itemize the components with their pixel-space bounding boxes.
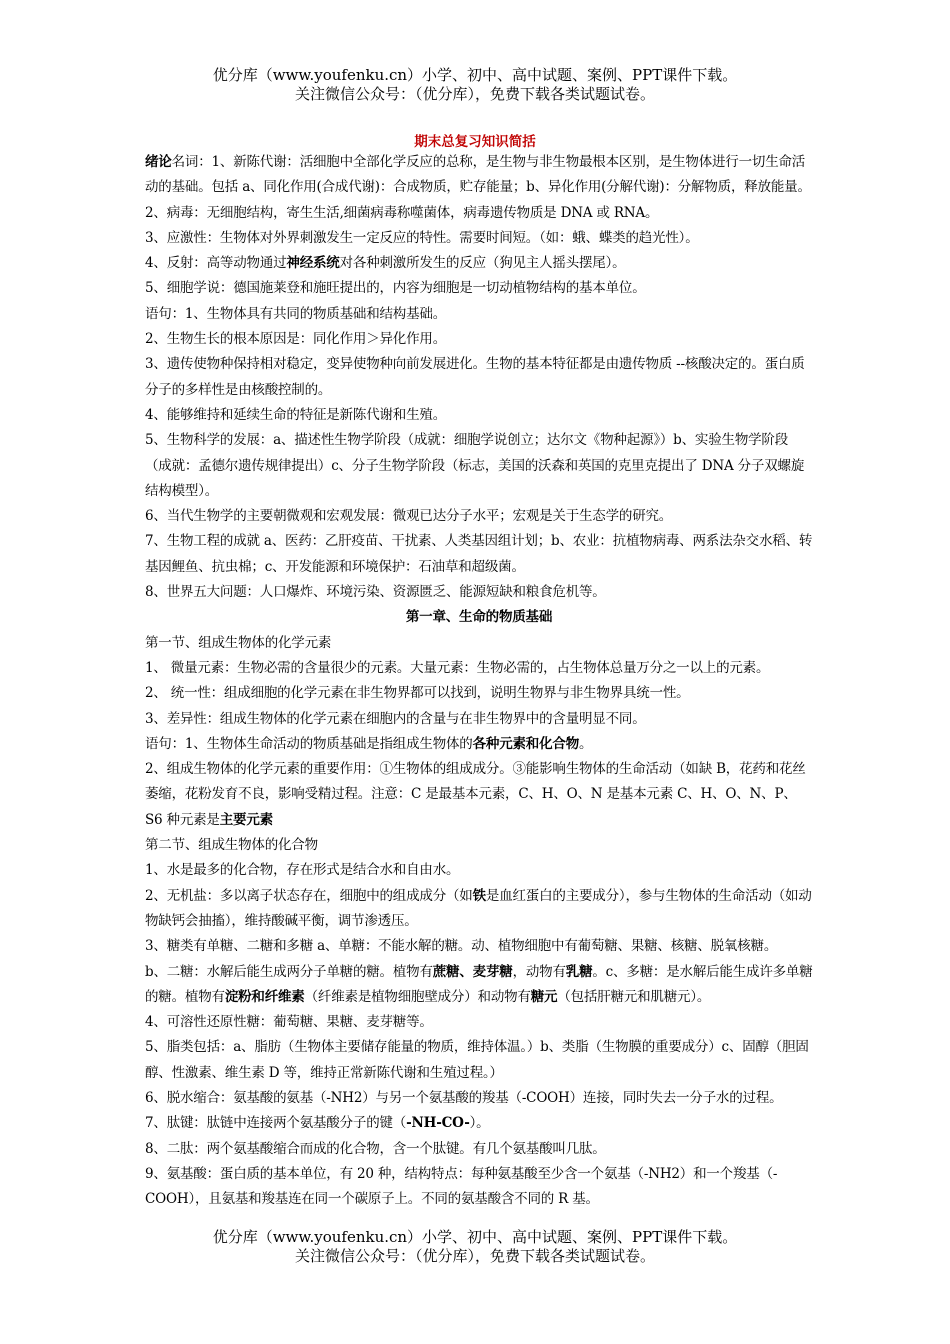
paragraph: 7、生物工程的成就 a、医药：乙肝疫苗、干扰素、人类基因组计划；b、农业：抗植物病毒、两系法杂交水稻、转基因鲤鱼、抗虫棉；c、开发能源和环境保护：石油草和超级菌。: [145, 533, 813, 575]
paragraph: 8、世界五大问题：人口爆炸、环境污染、资源匮乏、能源短缺和粮食危机等。: [145, 584, 606, 601]
header-line-2: 关注微信公众号：（优分库），免费下载各类试题试卷。: [294, 85, 655, 103]
paragraph: 7、肽键：肽链中连接两个氨基酸分子的键（-NH-CO-）。: [145, 1115, 490, 1132]
document-title: 期末总复习知识简括: [414, 134, 536, 150]
paragraph: 2、 统一性：组成细胞的化学元素在非生物界都可以找到，说明生物界与非生物界具统一性。: [145, 685, 690, 702]
bold-text: 铁: [472, 887, 486, 904]
bold-text: 糖元: [530, 988, 558, 1005]
paragraph: 8、二肽：两个氨基酸缩合而成的化合物，含一个肽键。有几个氨基酸叫几肽。: [145, 1140, 606, 1157]
paragraph: 语句：1、生物体具有共同的物质基础和结构基础。: [145, 305, 446, 322]
paragraph: 4、能够维持和延续生命的特征是新陈代谢和生殖。: [145, 406, 446, 423]
page-footer: [0, 1228, 950, 1266]
bold-text: 神经系统: [286, 255, 340, 272]
bold-text: 淀粉和纤维素: [224, 988, 305, 1005]
paragraph: 1、 微量元素：生物必需的含量很少的元素。大量元素：生物必需的，占生物体总量万分之一以上的元素。: [145, 659, 770, 676]
paragraph: 绪论名词：1、新陈代谢：活细胞中全部化学反应的总称，是生物与非生物最根本区别，是生物体进行一切生命活动的基础。包括 a、同化作用(合成代谢)：合成物质，贮存能量；b、异化作用(分解代谢)：分解物质，释放能量。: [145, 154, 811, 196]
paragraph: 2、病毒：无细胞结构，寄生生活,细菌病毒称噬菌体，病毒遗传物质是 DNA 或 RNA。: [145, 204, 659, 221]
bold-text: 主要元素: [219, 811, 273, 828]
paragraph: 3、差异性：组成生物体的化学元素在细胞内的含量与在非生物界中的含量明显不同。: [145, 710, 646, 727]
paragraph: 3、遗传使物种保持相对稳定，变异使物种向前发展进化。生物的基本特征都是由遗传物质 --核酸决定的。蛋白质分子的多样性是由核酸控制的。: [145, 356, 805, 398]
header-line-1: 优分库（www.youfenku.cn）小学、初中、高中试题、案例、PPT课件下载。: [212, 66, 738, 84]
document-body: [145, 150, 813, 1212]
chapter-heading: 第一章、生命的物质基础: [405, 609, 553, 626]
paragraph: 1、水是最多的化合物，存在形式是结合水和自由水。: [145, 862, 460, 879]
section-heading: 第二节、组成生物体的化合物: [145, 837, 318, 854]
paragraph: 5、生物科学的发展：a、描述性生物学阶段（成就：细胞学说创立；达尔文《物种起源》）b、实验生物学阶段（成就：孟德尔遗传规律提出）c、分子生物学阶段（标志，美国的沃森和英国的克里克提出了 DNA 分子双螺旋结构模型）。: [145, 432, 805, 499]
paragraph: 5、细胞学说：德国施莱登和施旺提出的，内容为细胞是一切动植物结构的基本单位。: [145, 280, 646, 297]
paragraph: 2、无机盐：多以离子状态存在，细胞中的组成成分（如铁是血红蛋白的主要成分），参与生物体的生命活动（如动物缺钙会抽搐），维持酸碱平衡，调节渗透压。: [145, 887, 812, 929]
paragraph: 语句：1、生物体生命活动的物质基础是指组成生物体的各种元素和化合物。: [145, 735, 593, 752]
paragraph: 9、氨基酸：蛋白质的基本单位，有 20 种，结构特点：每种氨基酸至少含一个氨基（-NH2）和一个羧基（-COOH），且氨基和羧基连在同一个碳原子上。不同的氨基酸含不同的 R 基。: [145, 1165, 778, 1208]
bold-text: 绪论: [145, 154, 172, 170]
paragraph: 6、当代生物学的主要朝微观和宏观发展：微观已达分子水平；宏观是关于生态学的研究。: [145, 508, 673, 525]
paragraph: 4、反射：高等动物通过神经系统对各种刺激所发生的反应（狗见主人摇头摆尾）。: [145, 255, 626, 272]
paragraph: 2、生物生长的根本原因是：同化作用＞异化作用。: [145, 331, 446, 348]
bold-text: 各种元素和化合物: [472, 735, 579, 752]
bold-text: 乳糖: [565, 963, 593, 980]
bold-text: -NH-CO-: [406, 1115, 470, 1132]
paragraph: b、二糖：水解后能生成两分子单糖的糖。植物有蔗糖、麦芽糖，动物有乳糖。c、多糖：是水解后能生成许多单糖的糖。植物有淀粉和纤维素（纤维素是植物细胞壁成分）和动物有糖元（包括肝糖元和肌糖元）。: [145, 963, 813, 1005]
paragraph: 6、脱水缩合：氨基酸的氨基（-NH2）与另一个氨基酸的羧基（-COOH）连接，同时失去一分子水的过程。: [145, 1089, 783, 1106]
paragraph: 4、可溶性还原性糖：葡萄糖、果糖、麦芽糖等。: [145, 1014, 433, 1031]
page-header: [0, 66, 950, 104]
paragraph: 2、组成生物体的化学元素的重要作用：①生物体的组成成分。③能影响生物体的生命活动（如缺 B，花药和花丝萎缩，花粉发育不良，影响受精过程。注意：C 是最基本元素，C、H、O、N 是基本元素 C、H、O、N、P、S6 种元素是主要元素: [145, 761, 806, 828]
section-heading: 第一节、组成生物体的化学元素: [145, 634, 332, 651]
footer-line-1: 优分库（www.youfenku.cn）小学、初中、高中试题、案例、PPT课件下载。: [212, 1228, 738, 1246]
paragraph: 5、脂类包括：a、脂肪（生物体主要储存能量的物质，维持体温。）b、类脂（生物膜的重要成分）c、固醇（胆固醇、性激素、维生素 D 等，维持正常新陈代谢和生殖过程。）: [145, 1039, 809, 1081]
footer-line-2: 关注微信公众号：（优分库），免费下载各类试题试卷。: [294, 1247, 655, 1265]
paragraph: 3、应激性：生物体对外界刺激发生一定反应的特性。需要时间短。（如：蛾、蝶类的趋光性）。: [145, 229, 699, 246]
paragraph: 3、糖类有单糖、二糖和多糖 a、单糖：不能水解的糖。动、植物细胞中有葡萄糖、果糖、核糖、脱氧核糖。: [145, 938, 778, 955]
bold-text: 蔗糖、麦芽糖: [432, 963, 513, 980]
